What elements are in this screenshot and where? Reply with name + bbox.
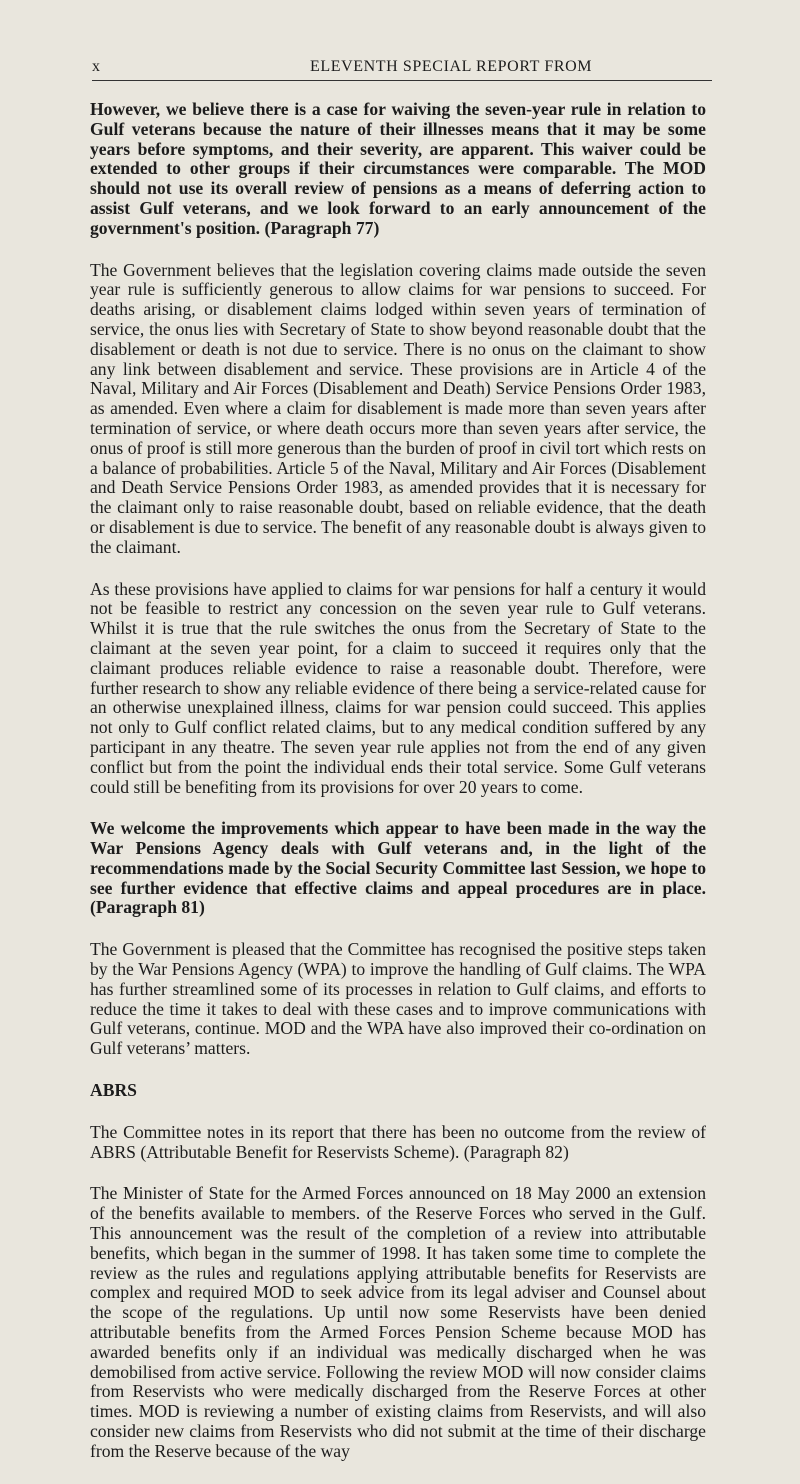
page-number: x bbox=[92, 58, 101, 75]
running-head: ELEVENTH SPECIAL REPORT FROM bbox=[310, 58, 593, 75]
section-heading-abrs: ABRS bbox=[90, 1080, 137, 1101]
government-response-abrs: The Minister of State for the Armed Forces announced on 18 May 2000 an extension of the benefits available to members. of the Reserve Forces who served in the Gulf. This announcement was the result of the completion of a review into attributable benefits, which began in the summer of 1998. It has taken some time to complete the review as the rules and regulations applying attributable benefits for Reservists are complex and required MOD to seek advice from its legal adviser and Counsel about the scope of the regulations. Up until now some Reservists have been denied attributable benefits from the Armed Forces Pension Scheme because MOD has awarded benefits only if an individual was medically discharged when he was demobilised from active service. Following the review MOD will now consider claims from Reservists who were medically discharged from the Reserve Forces at other times. MOD is reviewing a number of existing claims from Reservists, and will also consider new claims from Reservists who did not submit at the time of their discharge from the Reserve because of the way bbox=[90, 1183, 706, 1461]
committee-note-abrs: The Committee notes in its report that there has been no outcome from the review of ABRS (Attributable Benefit for Reservists Scheme). (Paragraph 82) bbox=[90, 1121, 706, 1162]
page-body bbox=[90, 100, 706, 1484]
page-header bbox=[92, 58, 712, 81]
government-response-concession: As these provisions have applied to claims for war pensions for half a century it would not be feasible to restrict any concession on the seven year rule to Gulf veterans. Whilst it is true that the rule switches the onus from the Secretary of State to the claimant at the seven year point, for a claim to succeed it requires only that the claimant produces reliable evidence to raise a reasonable doubt. Therefore, were further research to show any reliable evidence of there being a service-related cause for an otherwise unexplained illness, claims for war pension could succeed. This applies not only to Gulf conflict related claims, but to any medical condition suffered by any participant in any theatre. The seven year rule applies not from the end of any given conflict but from the point the individual ends their total service. Some Gulf veterans could still be benefiting from its provisions for over 20 years to come. bbox=[90, 578, 706, 797]
government-response-seven-year-rule: The Government believes that the legislation covering claims made outside the seven year rule is sufficiently generous to allow claims for war pensions to succeed. For deaths arising, or disablement claims lodged within seven years of termination of service, the onus lies with Secretary of State to show beyond reasonable doubt that the disablement or death is not due to service. There is no onus on the claimant to show any link between disablement and service. These provisions are in Article 4 of the Naval, Military and Air Forces (Disablement and Death) Service Pensions Order 1983, as amended. Even where a claim for disablement is made more than seven years after termination of service, or where death occurs more than seven years after service, the onus of proof is still more generous than the burden of proof in civil tort which rests on a balance of probabilities. Article 5 of the Naval, Military and Air Forces (Disablement and Death Service Pensions Order 1983, as amended provides that it is necessary for the claimant only to raise reasonable doubt, based on reliable evidence, that the death or disablement is due to service. The benefit of any reasonable doubt is always given to the claimant. bbox=[90, 259, 706, 557]
government-response-war-pensions-agency: The Government is pleased that the Committee has recognised the positive steps taken by the War Pensions Agency (WPA) to improve the handling of Gulf claims. The WPA has further streamlined some of its processes in relation to Gulf claims, and efforts to reduce the time it takes to deal with these cases and to improve communications with Gulf veterans, continue. MOD and the WPA have also improved their co-ordination on Gulf veterans’ matters. bbox=[90, 939, 706, 1059]
committee-recommendation-war-pensions-agency: We welcome the improvements which appear to have been made in the way the War Pensions Agency deals with Gulf veterans and, in the light of the recommendations made by the Social Security Committee last Session, we hope to see further evidence that effective claims and appeal procedures are in place. (Paragraph 81) bbox=[90, 818, 706, 918]
committee-recommendation-gulf-seven-year-rule: However, we believe there is a case for waiving the seven-year rule in relation to Gulf veterans because the nature of their illnesses means that it may be some years before symptoms, and their severity, are apparent. This waiver could be extended to other groups if their circumstances were comparable. The MOD should not use its overall review of pensions as a means of deferring action to assist Gulf veterans, and we look forward to an early announcement of the government's position. (Paragraph 77) bbox=[90, 99, 706, 238]
